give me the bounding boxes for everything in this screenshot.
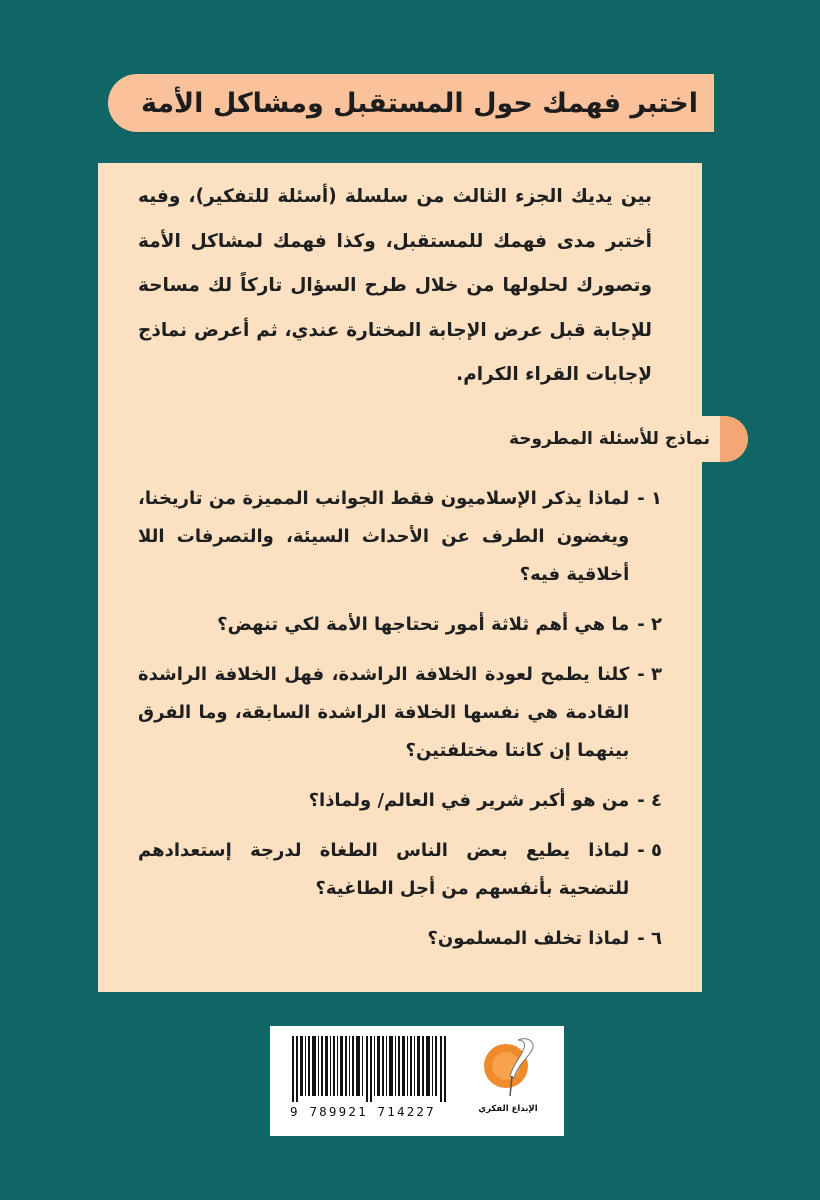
question-text: ما هي أهم ثلاثة أمور تحتاجها الأمة لكي تنهض؟ — [217, 614, 630, 635]
cover-title: اختبر فهمك حول المستقبل ومشاكل الأمة — [140, 87, 698, 119]
questions-list — [138, 480, 662, 970]
question-number: ٣ - — [637, 664, 662, 685]
barcode-icon — [292, 1036, 452, 1102]
question-text: لماذا يطيع بعض الناس الطغاة لدرجة إستعدادهم للتضحية بأنفسهم من أجل الطاغية؟ — [138, 840, 630, 899]
question-text: من هو أكبر شرير في العالم/ ولماذا؟ — [308, 790, 630, 811]
question-item — [138, 782, 662, 820]
question-item — [138, 656, 662, 770]
question-number: ١ - — [637, 488, 662, 509]
question-item — [138, 606, 662, 644]
content-panel — [98, 163, 710, 992]
question-number: ٤ - — [637, 790, 662, 811]
intro-paragraph — [138, 175, 652, 398]
question-number: ٦ - — [637, 928, 662, 949]
isbn-number: 9 789921 714227 — [290, 1104, 436, 1119]
question-number: ٥ - — [637, 840, 662, 861]
question-item — [138, 480, 662, 594]
question-item — [138, 920, 662, 958]
question-item — [138, 832, 662, 908]
title-bar — [108, 74, 714, 132]
section-heading: نماذج للأسئلة المطروحة — [508, 429, 710, 449]
question-text: كلنا يطمح لعودة الخلافة الراشدة، فهل الخلافة الراشدة القادمة هي نفسها الخلافة الراشدة السابقة، وما الفرق بينهما إن كانتا مختلفتين؟ — [138, 664, 630, 761]
question-text: لماذا تخلف المسلمون؟ — [427, 928, 630, 949]
question-text: لماذا يذكر الإسلاميون فقط الجوانب المميزة من تاريخنا، ويغضون الطرف عن الأحداث السيئة، والتصرفات اللا أخلاقية فيه؟ — [138, 488, 630, 585]
section-heading-box — [480, 416, 720, 462]
question-number: ٢ - — [637, 614, 662, 635]
intro-text: بين يديك الجزء الثالث من سلسلة (أسئلة للتفكير)، وفيه أختبر مدى فهمك للمستقبل، وكذا فهمك لمشاكل الأمة وتصورك لحلولها من خلال طرح السؤال تاركاً لك مساحة للإجابة قبل عرض الإجابة المختارة عندي، ثم أعرض نماذج لإجابات القراء الكرام. — [138, 186, 652, 385]
publisher-name: الإبداع الفكري — [478, 1104, 538, 1114]
barcode-box — [270, 1026, 564, 1136]
